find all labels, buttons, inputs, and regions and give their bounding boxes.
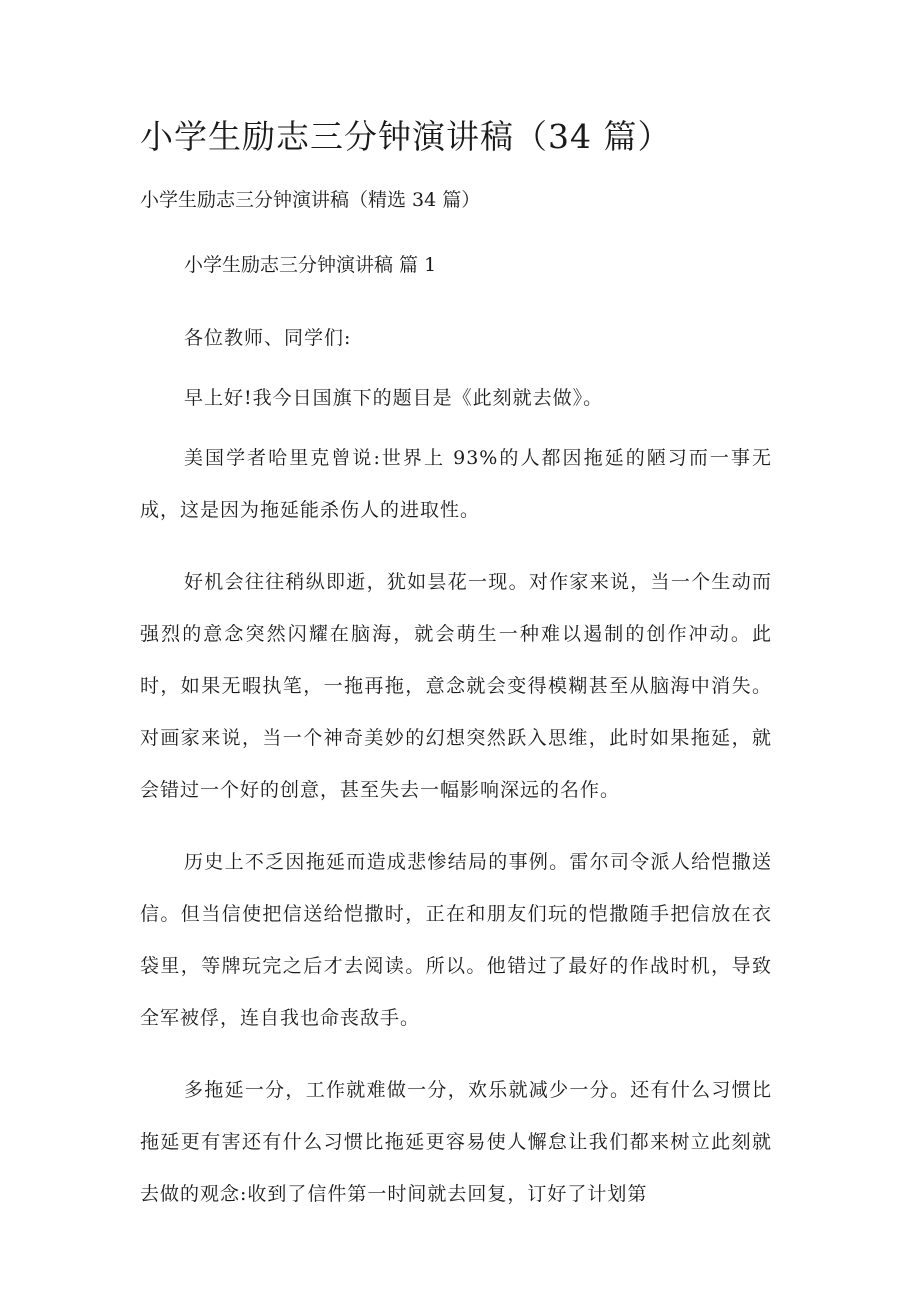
document-subtitle: 小学生励志三分钟演讲稿（精选 34 篇） [140,189,481,211]
document-body [140,312,772,1240]
section-heading: 小学生励志三分钟演讲稿 篇 1 [184,254,437,276]
paragraph: 好机会往往稍纵即逝，犹如昙花一现。对作家来说，当一个生动而强烈的意念突然闪耀在脑海，就会萌生一种难以遏制的创作冲动。此时，如果无暇执笔，一拖再拖，意念就会变得模糊甚至从脑海中消失。对画家来说，当一个神奇美妙的幻想突然跃入思维，此时如果拖延，就会错过一个好的创意，甚至失去一幅影响深远的名作。 [140,571,772,801]
paragraph-salutation: 各位教师、同学们: [184,327,352,349]
paragraph: 历史上不乏因拖延而造成悲惨结局的事例。雷尔司令派人给恺撒送信。但当信使把信送给恺撒时，正在和朋友们玩的恺撒随手把信放在衣袋里，等牌玩完之后才去阅读。所以。他错过了最好的作战时机，导致全军被俘，连自我也命丧敌手。 [140,851,772,1029]
paragraph: 多拖延一分，工作就难做一分，欢乐就减少一分。还有什么习惯比拖延更有害还有什么习惯比拖延更容易使人懈怠让我们都来树立此刻就去做的观念:收到了信件第一时间就去回复，订好了计划第 [140,1079,772,1205]
paragraph-greeting: 早上好!我今日国旗下的题目是《此刻就去做》。 [184,387,604,409]
document-title: 小学生励志三分钟演讲稿（34 篇） [140,117,672,156]
paragraph: 美国学者哈里克曾说:世界上 93%的人都因拖延的陋习而一事无成，这是因为拖延能杀伤人的进取性。 [140,447,772,521]
